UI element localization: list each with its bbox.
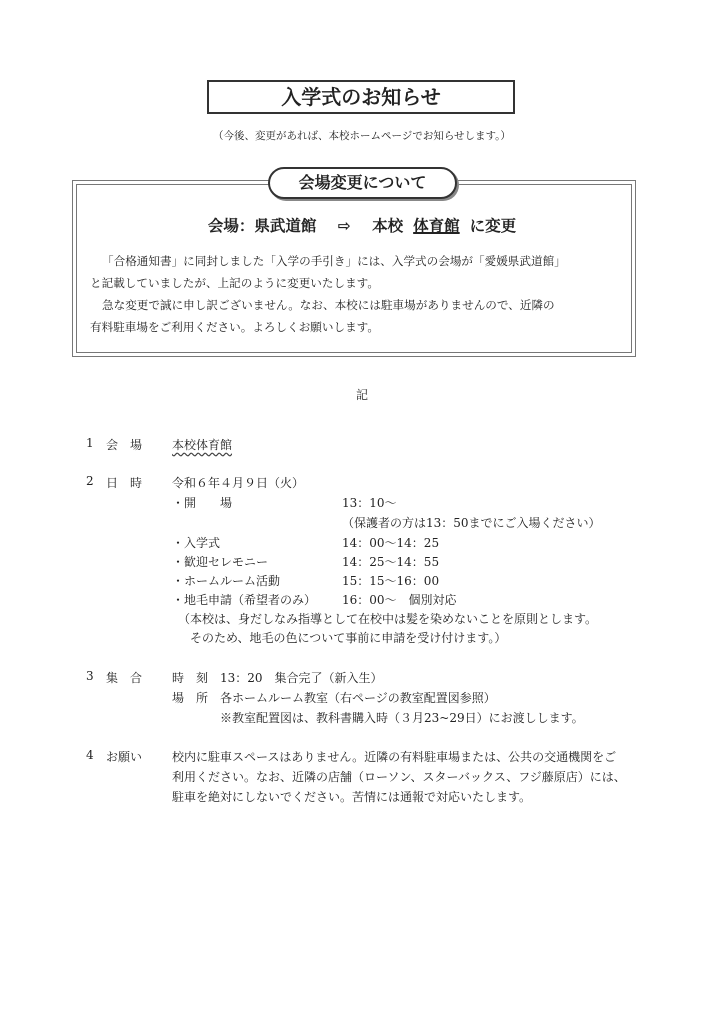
- schedule-time: 13：10～: [342, 496, 397, 510]
- schedule-name: ・歓迎セレモニー: [172, 555, 269, 569]
- item1-number: 1: [86, 436, 94, 450]
- parking-note-line3: 駐車を絶対にしないでください。苦情には通報で対応いたします。: [172, 790, 532, 804]
- item2-date: 令和６年４月９日（火）: [172, 476, 305, 490]
- schedule-name: ・入学式: [172, 536, 221, 550]
- update-note: （今後、変更があれば、本校ホームページでお知らせします。）: [213, 130, 511, 142]
- item1-value: 本校体育館: [172, 438, 233, 452]
- arrow-icon: ⇨: [337, 217, 351, 235]
- schedule-time: 14：00～14：25: [342, 536, 440, 550]
- para2-line1: 急な変更で誠に申し訳ございません。なお、本校には駐車場がありませんので、近隣の: [102, 298, 555, 312]
- para2-line2: 有料駐車場をご利用ください。よろしくお願いします。: [90, 320, 379, 334]
- page-title: 入学式のお知らせ: [207, 80, 515, 114]
- parking-note-line2: 利用ください。なお、近隣の店舗（ローソン、スターバックス、フジ藤原店）には、: [172, 770, 626, 784]
- notice-paragraph: [90, 250, 630, 338]
- schedule-name: ・ホームルーム活動: [172, 574, 281, 588]
- item3-label: 集 合: [106, 671, 143, 685]
- schedule-name: ・開 場: [172, 496, 233, 510]
- para1-line2: と記載していましたが、上記のように変更いたします。: [90, 276, 379, 290]
- item2-label: 日 時: [106, 476, 143, 490]
- venue-new-name: 体育館: [413, 217, 460, 235]
- hair-note-line2: そのため、地毛の色について事前に申請を受け付けます。）: [190, 631, 507, 645]
- para1-line1: 「合格通知書」に同封しました「入学の手引き」には、入学式の会場が「愛媛県武道館」: [102, 254, 566, 268]
- notice-heading: 会場変更について: [268, 167, 457, 199]
- schedule-name: ・地毛申請（希望者のみ）: [172, 593, 317, 607]
- ki-heading: 記: [355, 388, 368, 402]
- item4-number: 4: [86, 748, 94, 762]
- gather-place: 場 所 各ホームルーム教室（右ページの教室配置図参照）: [172, 691, 496, 705]
- schedule-time: 14：25～14：55: [342, 555, 440, 569]
- schedule-time: 16：00～ 個別対応: [342, 593, 457, 607]
- parking-note-line1: 校内に駐車スペースはありません。近隣の有料駐車場または、公共の交通機関をご: [172, 750, 617, 764]
- schedule-time: （保護者の方は13：50までにご入場ください）: [342, 516, 601, 530]
- hair-note-line1: （本校は、身だしなみ指導として在校中は髪を染めないことを原則とします。: [178, 612, 598, 626]
- item2-number: 2: [86, 474, 94, 488]
- venue-new-suffix: に変更: [469, 217, 517, 235]
- gather-time: 時 刻 13：20 集合完了（新入生）: [172, 671, 383, 685]
- classroom-map-note: ※教室配置図は、教科書購入時（３月23~29日）にお渡しします。: [220, 711, 584, 725]
- venue-old: 会場：県武道館: [207, 217, 317, 235]
- item1-label: 会 場: [106, 438, 143, 452]
- item4-label: お願い: [106, 750, 143, 764]
- venue-change-line: [0, 214, 724, 236]
- venue-new-prefix: 本校: [372, 217, 404, 235]
- item3-number: 3: [86, 669, 94, 683]
- schedule-time: 15：15～16：00: [342, 574, 440, 588]
